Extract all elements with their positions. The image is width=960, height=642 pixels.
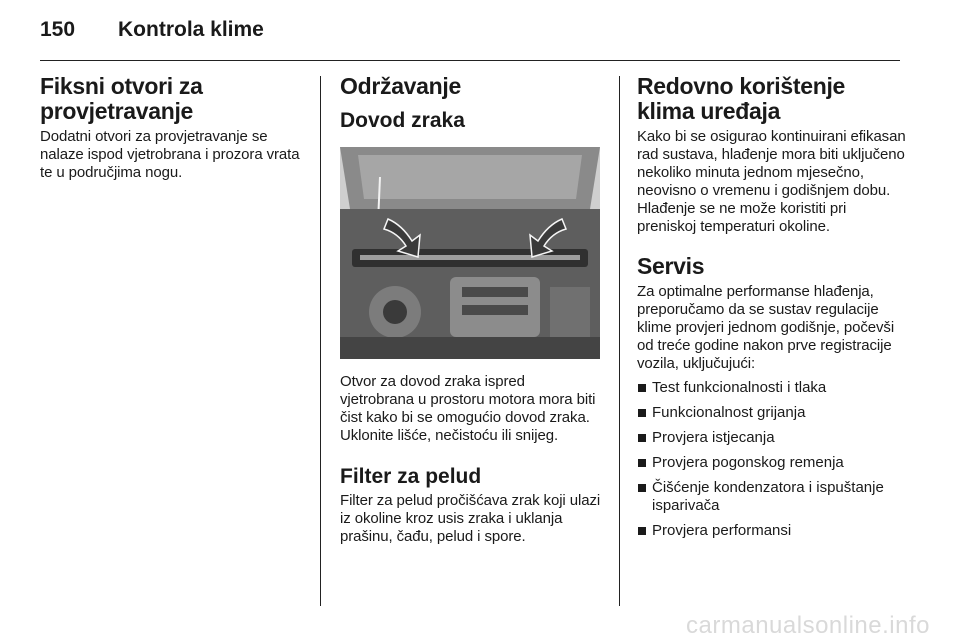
subheading-air-intake: Dovod zraka (340, 109, 465, 132)
section-heading-service: Servis (637, 253, 705, 279)
section-heading-vents: Fiksni otvori za provjetravanje (40, 73, 203, 124)
page-number: 150 (40, 18, 76, 41)
section-heading-regular-use: Redovno korištenje klima uređaja (637, 73, 846, 124)
column-left (40, 74, 305, 182)
list-item: Čišćenje kondenzatora i ispuštanje isparivača (637, 479, 907, 515)
list-item: Provjera performansi (637, 522, 907, 540)
service-checklist (637, 379, 907, 540)
list-item: Provjera istjecanja (637, 429, 907, 447)
subheading-pollen-filter: Filter za pelud (340, 465, 482, 488)
section-heading-maintenance: Održavanje (340, 73, 461, 99)
list-item: Provjera pogonskog remenja (637, 454, 907, 472)
watermark: carmanualsonline.info (686, 612, 930, 639)
column-right (637, 74, 907, 547)
page-header (40, 18, 264, 42)
paragraph-pollen-filter: Filter za pelud pročišćava zrak koji ulazi iz okoline kroz usis zraka i uklanja prašinu, čađu, pelud i spore. (340, 492, 601, 545)
paragraph-service: Za optimalne performanse hlađenja, preporučamo da se sustav regulacije klime provjeri jednom godišnje, počevši od treće godine nakon prve registracije vozila, uključujući: (637, 283, 895, 372)
chapter-title: Kontrola klime (118, 18, 264, 41)
header-rule (40, 60, 900, 61)
column-divider (619, 76, 620, 606)
column-middle (340, 74, 602, 546)
engine-bay-photo (340, 147, 600, 359)
list-item: Funkcionalnost grijanja (637, 404, 907, 422)
paragraph-air-intake: Otvor za dovod zraka ispred vjetrobrana u prostoru motora mora biti čist kako bi se omogućio dovod zraka. Uklonite lišće, nečistoću ili snijeg. (340, 373, 596, 444)
paragraph-vents: Dodatni otvori za provjetravanje se nalaze ispod vjetrobrana i prozora vrata te u područjima nogu. (40, 128, 300, 181)
paragraph-regular-use: Kako bi se osigurao kontinuirani efikasan rad sustava, hlađenje mora biti uključeno nekoliko minuta jednom mjesečno, neovisno o vremenu i godišnjem dobu. Hlađenje se ne može koristiti pri preniskoj temperaturi okoline. (637, 128, 906, 235)
list-item: Test funkcionalnosti i tlaka (637, 379, 907, 397)
column-divider (320, 76, 321, 606)
